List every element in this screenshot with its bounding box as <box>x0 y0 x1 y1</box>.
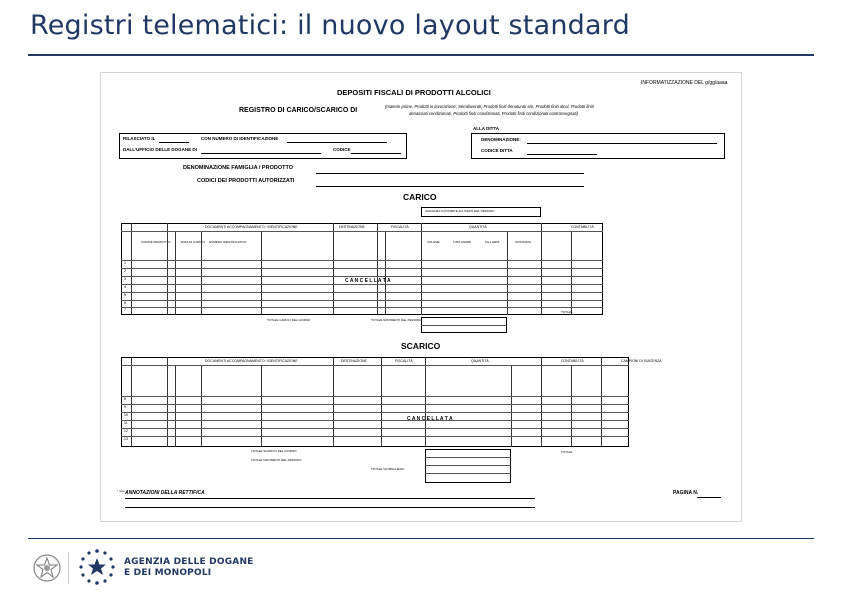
carico-row-1: 1 <box>124 261 126 265</box>
scarico-dest-header: DESTINAZIONE <box>341 359 367 363</box>
ufficio-label: DALL'UFFICIO DELLE DOGANE DI <box>123 147 197 152</box>
carico-dest-header: DESTINAZIONE <box>339 225 365 229</box>
agency-name-line1: AGENZIA DELLE DOGANE <box>124 557 254 567</box>
carico-row-3: 3 <box>124 277 126 281</box>
scarico-totale-giornaliero: TOTALE GIORNALIERO <box>371 467 405 471</box>
carico-quantita-header: QUANTITÀ <box>469 225 487 229</box>
scarico-row-10: 10 <box>124 413 128 417</box>
carico-table <box>121 223 603 315</box>
footer-separator <box>68 552 69 584</box>
slide-title: Registri telematici: il nuovo layout standard <box>30 10 630 41</box>
carico-row-4: 4 <box>124 285 126 289</box>
codice-label: CODICE <box>333 147 351 152</box>
carico-row-7: 7 <box>124 308 126 312</box>
scarico-row-11: 11 <box>124 421 128 425</box>
scarico-totale: TOTALE <box>561 450 573 454</box>
carico-doc-header: DOCUMENTI ACCOMPAGNAMENTO / IDENTIFICAZIONE <box>205 225 298 229</box>
carico-col-lordo: LITRI ANIDRI <box>453 240 472 244</box>
title-rule <box>28 54 814 56</box>
register-subtitle-2: denaturati condizionati, Prodotti finiti condizionati, Prodotti finiti condizionati contrassegnati) <box>409 111 578 116</box>
pagina-label: PAGINA N. <box>673 490 699 496</box>
republic-emblem-icon <box>32 552 62 584</box>
carico-row-5: 5 <box>124 293 126 297</box>
numero-label: CON NUMERO DI IDENTIFICAZIONE <box>201 136 279 141</box>
scarico-row-9: 9 <box>124 405 126 409</box>
scarico-cancellata: C A N C E L L A T A <box>407 416 453 422</box>
scarico-fiscalita-header: FISCALITÀ <box>395 359 413 363</box>
rilasciato-label: RILASCIATO IL <box>123 136 156 141</box>
carico-totale-giorno: TOTALE CARICO DEL GIORNO <box>267 318 311 322</box>
codici-prodotti-label: CODICI DEI PRODOTTI AUTORIZZATI <box>197 178 295 184</box>
footer-rule <box>28 538 814 539</box>
register-subtitle-1: (materie prime, Prodotti in lavorazione, Semilavorati, Prodotti finiti denaturati e/o, Prodotti finiti alcol, Prodotti finiti <box>385 104 594 109</box>
scarico-campioni-header: CAMPIONI DI GIACENZA <box>621 359 662 363</box>
info-box-left <box>119 133 407 159</box>
carico-col-volume: VOLUME <box>427 240 440 244</box>
carico-col-codice: CODICE PRODOTTO <box>141 240 171 244</box>
carico-contabilita-header: CONTABILITÀ <box>571 225 594 229</box>
header-right-label: INFORMATIZZAZIONE DEL g/gg/aaaa <box>641 80 728 86</box>
carico-heading: CARICO <box>403 192 437 202</box>
note-mark: * note <box>117 489 125 493</box>
register-title: REGISTRO DI CARICO/SCARICO DI <box>239 107 358 114</box>
scarico-heading: SCARICO <box>401 341 441 351</box>
scarico-doc-header: DOCUMENTI ACCOMPAGNAMENTO / IDENTIFICAZIONE <box>205 359 298 363</box>
carico-col-numero: NUMERO IDENTIFICATIVO <box>209 240 247 244</box>
carico-col-sost: SOSTANZA <box>515 240 531 244</box>
agency-logo-icon <box>76 546 118 588</box>
carico-cancellata: C A N C E L L A T A <box>345 278 391 284</box>
denominazione-label: DENOMINAZIONE: <box>481 137 521 142</box>
scarico-contabilita-header: CONTABILITÀ <box>561 359 584 363</box>
carico-row-6: 6 <box>124 301 126 305</box>
scarico-row-8: 8 <box>124 397 126 401</box>
agency-name-line2: E DEI MONOPOLI <box>124 568 212 578</box>
carico-col-kg: KG LORDI <box>485 240 500 244</box>
alla-ditta-label: ALLA DITTA <box>473 126 499 131</box>
carico-totale: TOTALE <box>561 310 573 314</box>
scarico-totale-periodo: TOTALE MOVIMENTI DEL PERIODO <box>251 458 302 462</box>
carico-totale-periodo: TOTALE MOVIMENTI DEL PERIODO <box>371 318 422 322</box>
annotazioni-label: ANNOTAZIONI DELLA RETTIFICA <box>125 490 205 496</box>
denom-famiglia-label: DENOMINAZIONE FAMIGLIA / PRODOTTO <box>183 165 293 171</box>
scarico-row-13: 13 <box>124 437 128 441</box>
carico-fiscalita-header: FISCALITÀ <box>391 225 409 229</box>
giacenza-label: GIACENZA CONTABILE ALL'INIZIO DEL PERIODO <box>425 209 495 213</box>
scarico-table <box>121 357 629 447</box>
scarico-row-12: 12 <box>124 429 128 433</box>
form-main-title: DEPOSITI FISCALI DI PRODOTTI ALCOLICI <box>337 88 491 97</box>
carico-col-data: DATA DI CARICO <box>181 240 205 244</box>
scarico-totale-giorno: TOTALE SCARICO DEL GIORNO <box>251 449 297 453</box>
carico-row-2: 2 <box>124 269 126 273</box>
register-form-document <box>100 72 742 522</box>
scarico-quantita-header: QUANTITÀ <box>471 359 489 363</box>
codice-ditta-label: CODICE DITTA <box>481 148 513 153</box>
info-box-right <box>471 133 725 159</box>
